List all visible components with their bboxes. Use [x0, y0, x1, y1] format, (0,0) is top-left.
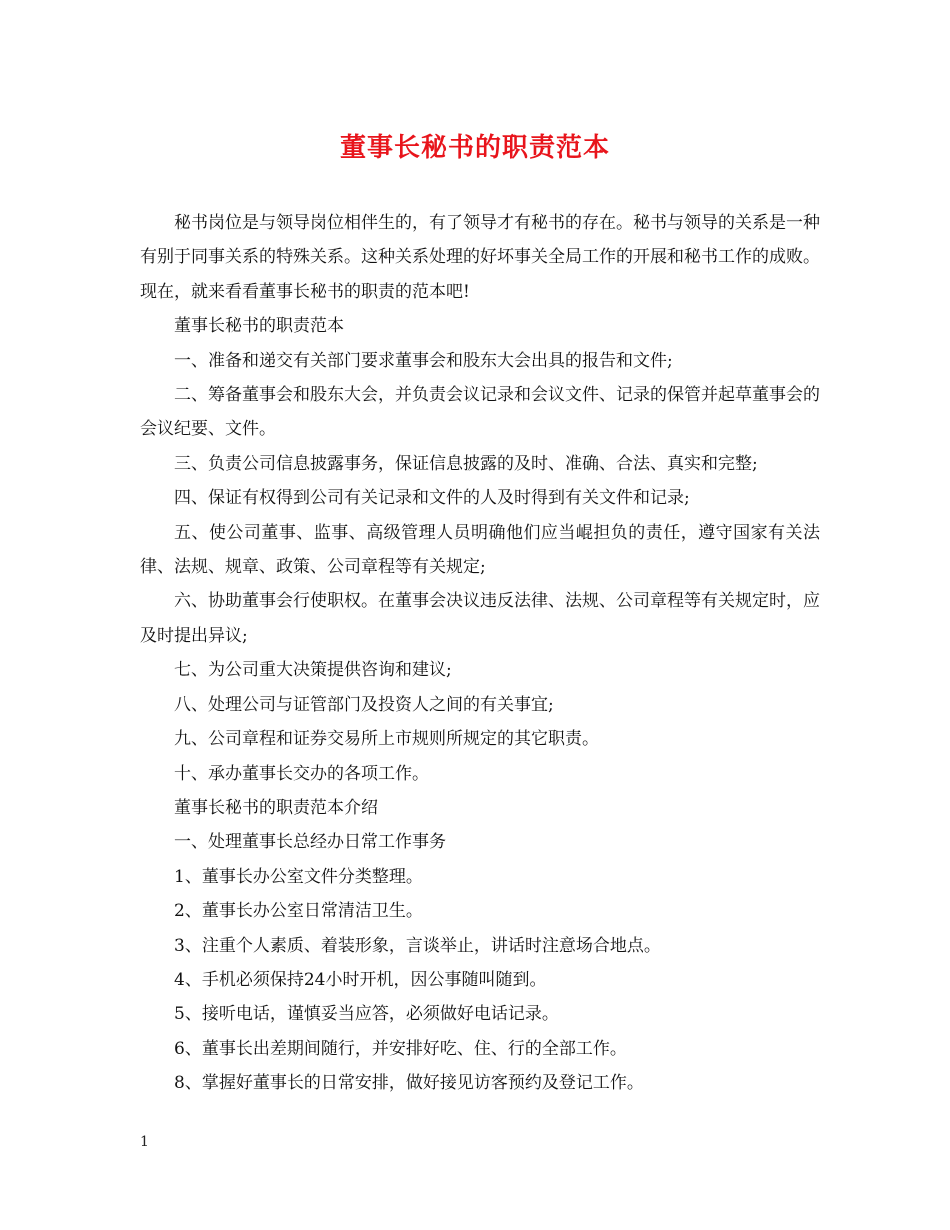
paragraph-duty-8: 八、处理公司与证管部门及投资人之间的有关事宜;	[174, 694, 554, 715]
paragraph-item-5: 5、接听电话，谨慎妥当应答，必须做好电话记录。	[174, 1004, 559, 1025]
paragraph-duty-3: 三、负责公司信息披露事务，保证信息披露的及时、准确、合法、真实和完整;	[174, 453, 758, 474]
paragraph-section-1: 一、处理董事长总经办日常工作事务	[174, 832, 446, 853]
paragraph-duty-2: 二、筹备董事会和股东大会，并负责会议记录和会议文件、记录的保管并起草董事会的会议纪要、文件。	[140, 385, 820, 440]
paragraph-item-3: 3、注重个人素质、着装形象，言谈举止，讲话时注意场合地点。	[174, 935, 661, 956]
paragraph-duty-9: 九、公司章程和证券交易所上市规则所规定的其它职责。	[174, 729, 599, 750]
paragraph-heading-intro: 董事长秘书的职责范本介绍	[174, 797, 378, 818]
paragraph-duty-7: 七、为公司重大决策提供咨询和建议;	[174, 660, 452, 681]
paragraph-heading-duties: 董事长秘书的职责范本	[174, 316, 344, 337]
document-body	[140, 206, 820, 1101]
paragraph-duty-5: 五、使公司董事、监事、高级管理人员明确他们应当崐担负的责任，遵守国家有关法律、法规、规章、政策、公司章程等有关规定;	[140, 522, 820, 578]
paragraph-item-8: 8、掌握好董事长的日常安排，做好接见访客预约及登记工作。	[174, 1073, 644, 1094]
paragraph-intro: 秘书岗位是与领导岗位相伴生的，有了领导才有秘书的存在。秘书与领导的关系是一种有别于同事关系的特殊关系。这种关系处理的好坏事关全局工作的开展和秘书工作的成败。现在，就来看看董事长秘书的职责的范本吧!	[140, 213, 820, 302]
paragraph-duty-10: 十、承办董事长交办的各项工作。	[174, 763, 429, 784]
paragraph-item-6: 6、董事长出差期间随行，并安排好吃、住、行的全部工作。	[174, 1038, 627, 1059]
paragraph-item-1: 1、董事长办公室文件分类整理。	[174, 866, 423, 887]
paragraph-duty-6: 六、协助董事会行使职权。在董事会决议违反法律、法规、公司章程等有关规定时，应及时提出异议;	[140, 591, 820, 646]
paragraph-duty-4: 四、保证有权得到公司有关记录和文件的人及时得到有关文件和记录;	[174, 488, 690, 509]
page-number: 1	[140, 1134, 149, 1150]
paragraph-item-2: 2、董事长办公室日常清洁卫生。	[174, 901, 423, 922]
document-title: 董事长秘书的职责范本	[339, 133, 610, 163]
paragraph-duty-1: 一、准备和递交有关部门要求董事会和股东大会出具的报告和文件;	[174, 350, 673, 371]
paragraph-item-4: 4、手机必须保持24小时开机，因公事随叫随到。	[174, 969, 547, 990]
